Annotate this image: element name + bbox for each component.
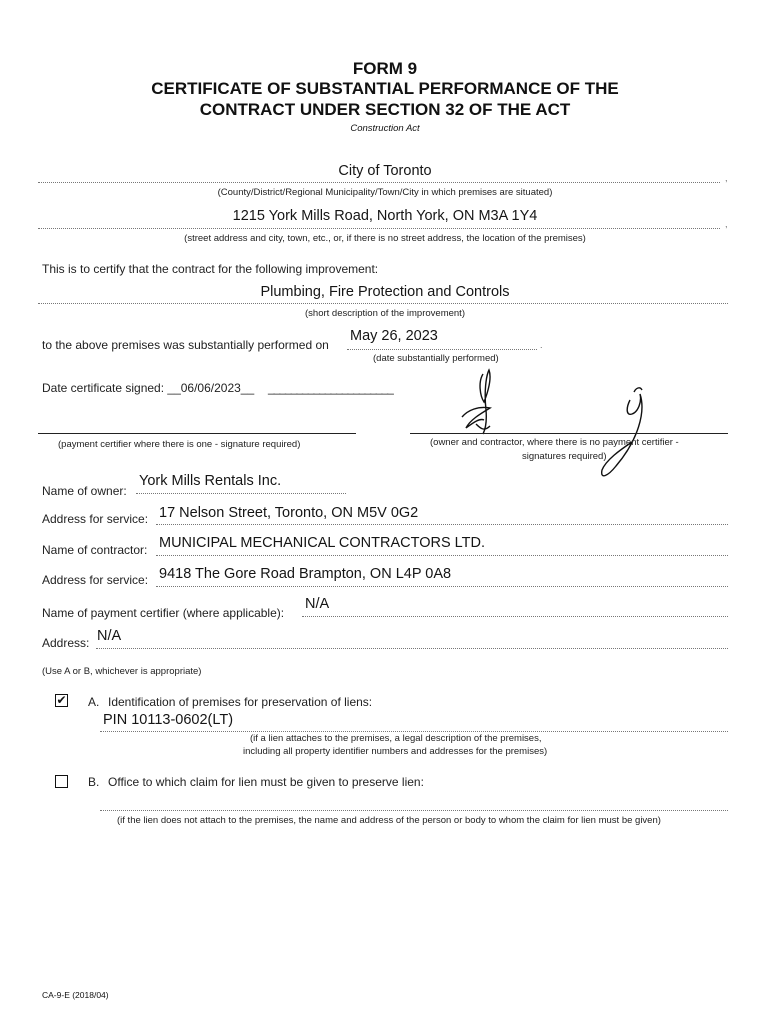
owner-address-line xyxy=(156,524,728,525)
option-b-caption: (if the lien does not attach to the premises, the name and address of the person or body to whom the claim for lien must be given) xyxy=(117,815,661,826)
option-a-value: PIN 10113-0602(LT) xyxy=(103,712,234,728)
option-a-letter: A. xyxy=(88,695,100,709)
municipality-caption: (County/District/Regional Municipality/Town/City in which premises are situated) xyxy=(217,187,553,198)
act-name: Construction Act xyxy=(350,123,420,134)
municipality-value: City of Toronto xyxy=(338,163,432,179)
form-title-line2: CONTRACT UNDER SECTION 32 OF THE ACT xyxy=(199,100,571,119)
payment-certifier-value: N/A xyxy=(305,596,330,612)
date-signed-underscores: ______________________ xyxy=(268,381,393,395)
owner-value: York Mills Rentals Inc. xyxy=(139,473,282,489)
owner-signature-caption-line2: signatures required) xyxy=(522,451,607,462)
option-b-label: Office to which claim for lien must be given to preserve lien: xyxy=(108,775,424,789)
owner-address-label: Address for service: xyxy=(42,512,149,526)
performance-caption: (date substantially performed) xyxy=(373,353,499,364)
premises-address-line xyxy=(38,228,720,229)
owner-label: Name of owner: xyxy=(42,484,127,498)
option-b-letter: B. xyxy=(88,775,100,789)
certifier-signature-caption: (payment certifier where there is one - signature required) xyxy=(58,439,301,450)
contractor-signature xyxy=(602,388,642,476)
contractor-address-label: Address for service: xyxy=(42,573,149,587)
line-end-mark: , xyxy=(725,219,728,229)
option-a-checkbox[interactable] xyxy=(55,694,68,707)
certifier-address-value: N/A xyxy=(97,628,122,644)
option-a-caption-line2: including all property identifier numbers and addresses for the premises) xyxy=(243,746,548,757)
choice-note: (Use A or B, whichever is appropriate) xyxy=(42,666,202,677)
owner-address-value: 17 Nelson Street, Toronto, ON M5V 0G2 xyxy=(159,505,419,521)
contractor-address-line xyxy=(156,586,728,587)
form-title-line1: CERTIFICATE OF SUBSTANTIAL PERFORMANCE OF THE xyxy=(151,79,619,98)
owner-signature-caption-line1: (owner and contractor, where there is no payment certifier - xyxy=(430,437,679,448)
checkmark-icon: ✔ xyxy=(56,693,67,707)
owner-signature xyxy=(462,370,490,434)
contractor-value: MUNICIPAL MECHANICAL CONTRACTORS LTD. xyxy=(159,535,486,551)
date-signed-label: Date certificate signed: __06/06/2023__ xyxy=(42,381,255,395)
certifier-address-label: Address: xyxy=(42,636,90,650)
contractor-line xyxy=(156,555,728,556)
payment-certifier-line xyxy=(302,616,728,617)
option-a-line xyxy=(100,731,728,732)
contractor-address-value: 9418 The Gore Road Brampton, ON L4P 0A8 xyxy=(159,566,452,582)
owner-signature-line xyxy=(410,433,728,434)
improvement-caption: (short description of the improvement) xyxy=(305,308,465,319)
premises-address-caption: (street address and city, town, etc., or, if there is no street address, the location of the premises) xyxy=(184,233,586,244)
performance-date-value: May 26, 2023 xyxy=(350,328,438,344)
line-end-mark: , xyxy=(725,173,728,183)
performance-date-line xyxy=(347,349,537,350)
owner-line xyxy=(136,493,346,494)
contractor-label: Name of contractor: xyxy=(42,543,148,557)
performance-label: to the above premises was substantially performed on xyxy=(42,338,329,352)
option-b-checkbox[interactable] xyxy=(55,775,68,788)
option-b-line xyxy=(100,810,728,811)
signature-graphics xyxy=(440,362,680,492)
option-a-caption-line1: (if a lien attaches to the premises, a legal description of the premises, xyxy=(250,733,542,744)
improvement-line xyxy=(38,303,728,304)
payment-certifier-label: Name of payment certifier (where applicable): xyxy=(42,606,285,620)
improvement-intro: This is to certify that the contract for the following improvement: xyxy=(42,262,379,276)
form-code: CA-9-E (2018/04) xyxy=(42,990,109,1000)
improvement-value: Plumbing, Fire Protection and Controls xyxy=(260,284,510,300)
certifier-address-line xyxy=(96,648,728,649)
premises-address-value: 1215 York Mills Road, North York, ON M3A 1Y4 xyxy=(232,208,538,224)
option-a-label: Identification of premises for preservation of liens: xyxy=(108,695,373,709)
municipality-line xyxy=(38,182,720,183)
line-end-mark: . xyxy=(540,340,543,350)
form-number: FORM 9 xyxy=(352,59,418,78)
certifier-signature-line xyxy=(38,433,356,434)
